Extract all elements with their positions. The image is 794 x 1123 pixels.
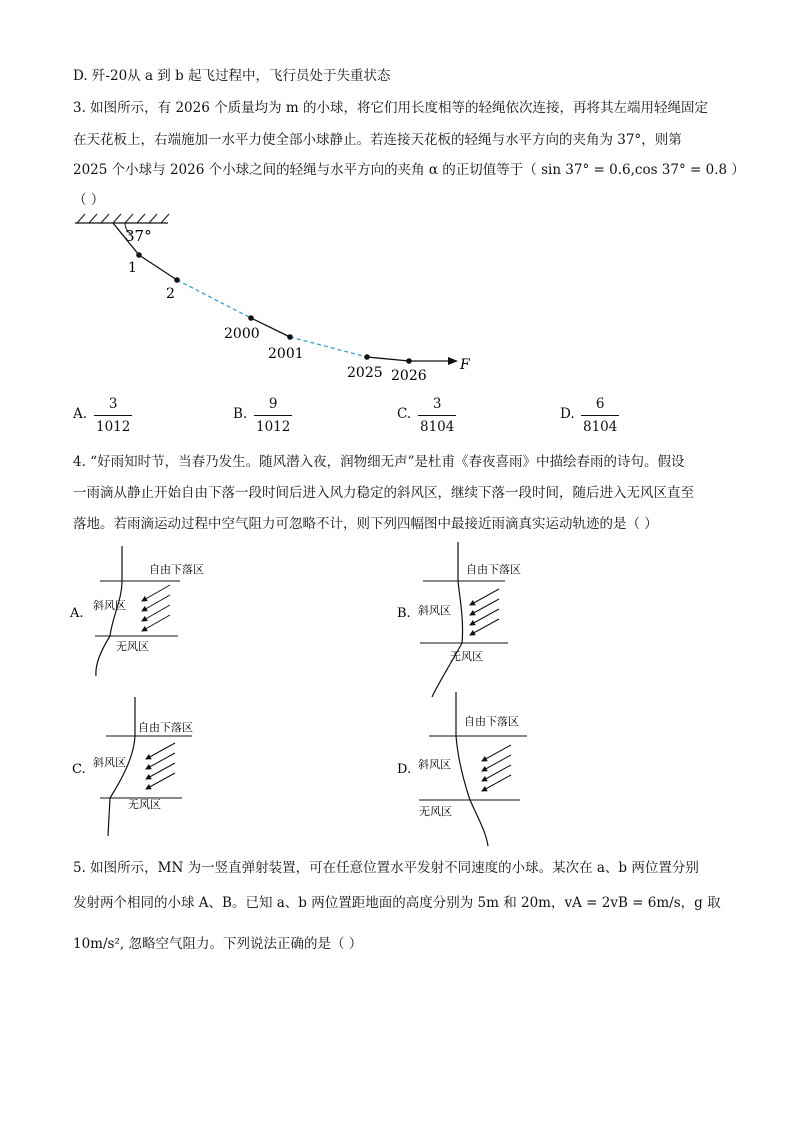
q3-option-d-letter: D.: [560, 406, 575, 422]
q3-ball-label-2000: 2000: [224, 326, 260, 342]
q4-d-oblique-wind-label: 斜风区: [418, 758, 451, 771]
q3-option-c-letter: C.: [397, 406, 412, 422]
q3-option-c-fraction: [418, 396, 456, 435]
q3-force-label: F: [460, 357, 470, 373]
q3-option-d-denominator: 8104: [583, 419, 618, 435]
q3-option-b-fraction: [254, 396, 292, 435]
q4-a-no-wind-label: 无风区: [116, 640, 149, 653]
q4-b-free-fall-label: 自由下落区: [466, 563, 521, 576]
q4-diagrams: [0, 540, 794, 850]
q3-option-a-fraction: [94, 396, 132, 435]
q3-ball-label-2: 2: [166, 286, 175, 302]
q3-option-d-numerator: 6: [595, 396, 605, 412]
q3-option-b-numerator: 9: [268, 396, 278, 412]
q5-stem-line-2: 发射两个相同的小球 A、B。已知 a、b 两位置距地面的高度分别为 5m 和 20m，vA = 2vB = 6m/s，g 取: [73, 895, 721, 911]
q4-option-d-letter: D.: [397, 762, 412, 777]
q3-option-d-fraction: [581, 396, 619, 435]
q3-option-a-numerator: 3: [108, 396, 118, 412]
q4-option-b-letter: B.: [397, 606, 411, 621]
q3-ball-chain-figure: [60, 210, 490, 390]
q4-stem-line-2: 一雨滴从静止开始自由下落一段时间后进入风力稳定的斜风区，继续下落一段时间，随后进入无风区直至: [73, 485, 694, 501]
q3-ball-label-2026: 2026: [391, 368, 427, 384]
q4-b-oblique-wind-label: 斜风区: [418, 604, 451, 617]
q3-ball-label-2025: 2025: [347, 365, 383, 381]
q3-stem-line-2: 在天花板上，右端施加一水平力使全部小球静止。若连接天花板的轻绳与水平方向的夹角为 37°，则第: [73, 132, 682, 148]
q3-angle-label: 37°: [125, 227, 152, 245]
q4-d-no-wind-label: 无风区: [419, 805, 452, 818]
q5-stem-line-1: 5. 如图所示，MN 为一竖直弹射装置，可在任意位置水平发射不同速度的小球。某次在 a、b 两位置分别: [73, 860, 699, 876]
q3-ball-label-2001: 2001: [268, 346, 304, 362]
q3-option-b-denominator: 1012: [256, 419, 291, 435]
q3-option-a-denominator: 1012: [96, 419, 131, 435]
q4-stem-line-3: 落地。若雨滴运动过程中空气阻力可忽略不计，则下列四幅图中最接近雨滴真实运动轨迹的是（ ）: [73, 516, 658, 532]
q4-diagram-b: [397, 542, 521, 697]
q3-stem-line-1: 3. 如图所示，有 2026 个质量均为 m 的小球，将它们用长度相等的轻绳依次连接，再将其左端用轻绳固定: [73, 100, 708, 116]
q3-option-a-letter: A.: [73, 406, 88, 422]
q4-a-oblique-wind-label: 斜风区: [93, 599, 126, 612]
q4-diagram-c: [72, 697, 193, 836]
q5-stem-line-3: 10m/s², 忽略空气阻力。下列说法正确的是（ ）: [73, 936, 363, 952]
q4-option-c-letter: C.: [72, 762, 86, 777]
q3-answer-blank: （ ）: [73, 192, 105, 208]
q4-option-a-letter: A.: [70, 606, 84, 621]
q3-stem-line-3: 2025 个小球与 2026 个小球之间的轻绳与水平方向的夹角 α 的正切值等于（ sin 37° = 0.6,cos 37° = 0.8 ）: [73, 162, 745, 178]
q4-c-oblique-wind-label: 斜风区: [93, 756, 126, 769]
q3-option-c-denominator: 8104: [420, 419, 455, 435]
q4-c-no-wind-label: 无风区: [128, 798, 161, 811]
q3-option-c-numerator: 3: [432, 396, 442, 412]
q3-option-b-letter: B.: [233, 406, 248, 422]
q4-stem-line-1: 4. “好雨知时节，当春乃发生。随风潜入夜，润物细无声”是杜甫《春夜喜雨》中描绘春雨的诗句。假设: [73, 454, 685, 470]
q4-diagram-d: [397, 692, 527, 846]
q2-option-d: D. 歼-20从 a 到 b 起飞过程中，飞行员处于失重状态: [73, 68, 391, 84]
q4-b-no-wind-label: 无风区: [450, 650, 483, 663]
q4-c-free-fall-label: 自由下落区: [138, 721, 193, 734]
q4-diagram-a: [69, 546, 204, 676]
q4-a-free-fall-label: 自由下落区: [149, 563, 204, 576]
q4-d-free-fall-label: 自由下落区: [464, 715, 519, 728]
q3-ball-label-1: 1: [128, 260, 137, 276]
